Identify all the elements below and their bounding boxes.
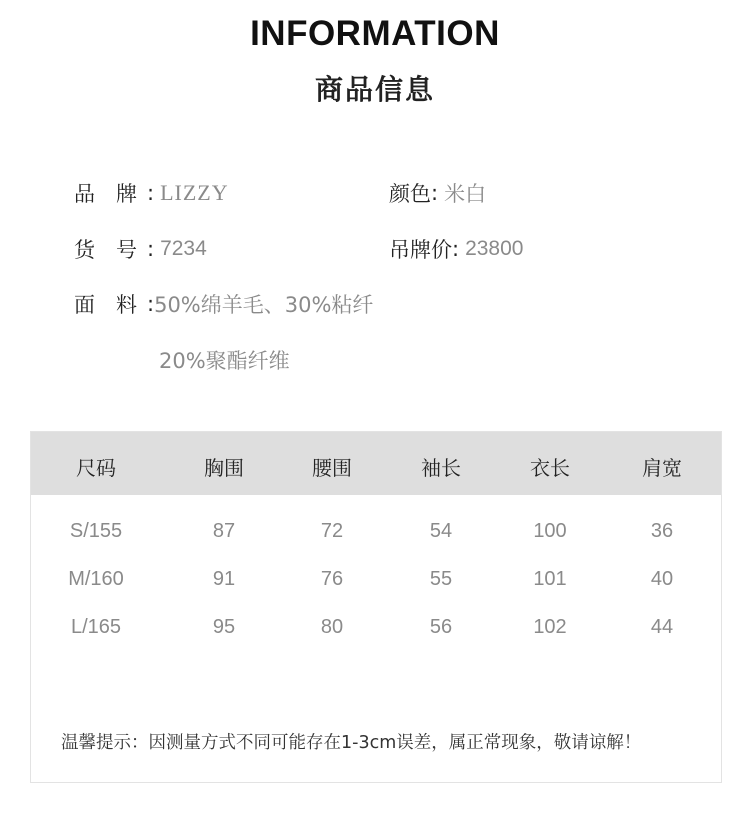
tag-price-value: 23800 — [465, 237, 524, 260]
header-shoulder: 肩宽 — [642, 456, 682, 480]
page-title-en: INFORMATION — [250, 14, 500, 53]
cell-waist: 80 — [320, 616, 344, 638]
page-title-cn: 商品信息 — [314, 73, 435, 106]
cell-chest: 91 — [212, 568, 236, 590]
cell-size: M/160 — [68, 568, 124, 590]
brand-row: 品 牌 : LIZZY — [74, 180, 229, 206]
cell-shoulder: 36 — [650, 520, 674, 542]
brand-label: 品 牌 — [74, 182, 137, 206]
color-row: 颜色 : 米白 — [389, 177, 486, 209]
item-no-row: 货 号 : 7234 — [74, 233, 207, 265]
table-row — [31, 568, 721, 598]
material-row-2 — [159, 344, 290, 376]
table-row — [31, 616, 721, 646]
measurement-note: 温馨提示：因测量方式不同可能存在1-3cm误差，属正常现象，敬请谅解！ — [61, 733, 642, 753]
header-waist: 腰围 — [312, 456, 352, 480]
cell-waist: 76 — [320, 568, 344, 590]
header-length: 衣长 — [530, 456, 570, 480]
cell-size: S/155 — [69, 520, 123, 542]
cell-size: L/165 — [70, 616, 122, 638]
material-value-line1: 50%绵羊毛、30%粘纤 — [154, 293, 374, 317]
material-row: 面 料 : 50%绵羊毛、30%粘纤 — [74, 288, 373, 320]
header-size: 尺码 — [76, 456, 116, 480]
material-label: 面 料 — [74, 293, 137, 317]
cell-length: 102 — [533, 616, 567, 638]
cell-chest: 95 — [212, 616, 236, 638]
header-sleeve: 袖长 — [421, 456, 461, 480]
color-value: 米白 — [444, 182, 487, 206]
cell-sleeve: 55 — [429, 568, 453, 590]
cell-shoulder: 44 — [650, 616, 674, 638]
brand-value: LIZZY — [160, 180, 229, 205]
header-chest: 胸围 — [204, 456, 244, 480]
table-row — [31, 520, 721, 550]
cell-length: 101 — [533, 568, 567, 590]
cell-sleeve: 54 — [429, 520, 453, 542]
material-value-line2: 20%聚酯纤维 — [159, 349, 290, 373]
item-no-value: 7234 — [160, 237, 207, 260]
item-no-label: 货 号 — [74, 238, 137, 262]
cell-length: 100 — [533, 520, 567, 542]
tag-price-row: 吊牌价 : 23800 — [389, 233, 523, 265]
cell-waist: 72 — [320, 520, 344, 542]
size-table — [30, 431, 722, 783]
cell-sleeve: 56 — [429, 616, 453, 638]
tag-price-label: 吊牌价 — [389, 238, 452, 262]
size-table-header — [31, 432, 721, 495]
cell-chest: 87 — [212, 520, 236, 542]
color-label: 颜色 — [389, 182, 431, 206]
cell-shoulder: 40 — [650, 568, 674, 590]
